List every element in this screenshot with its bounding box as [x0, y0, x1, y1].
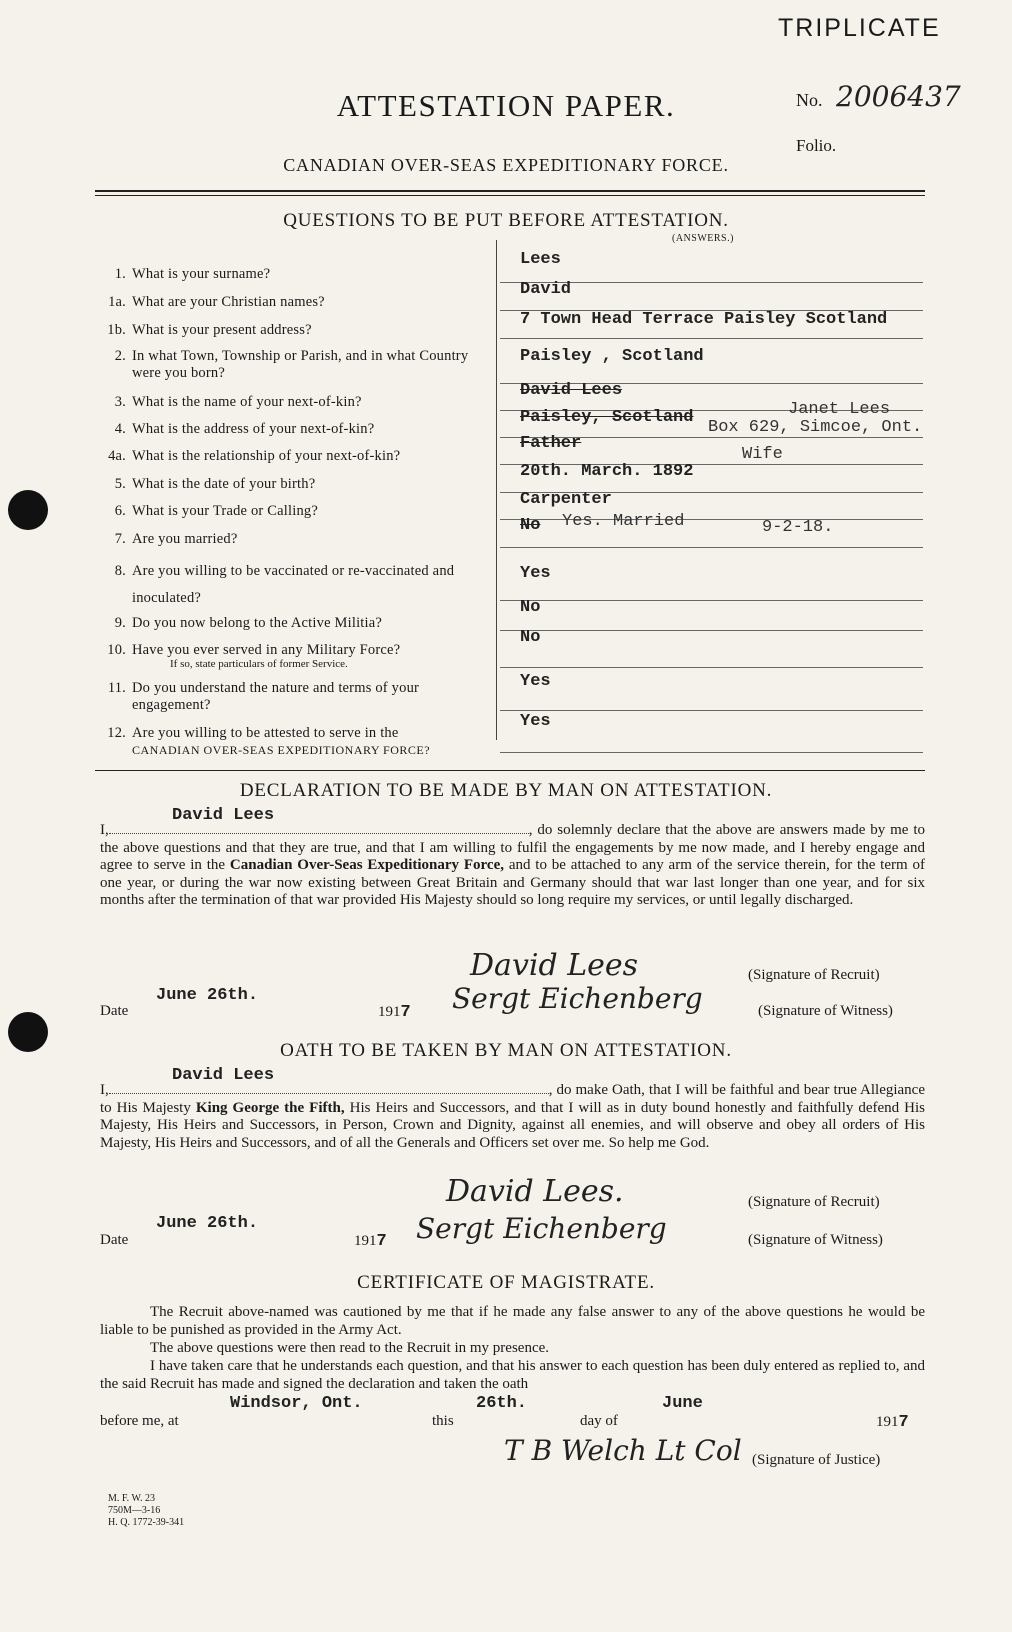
question-1a: 1a. What are your Christian names?: [108, 294, 325, 310]
oath-recruit-signature-label: (Signature of Recruit): [748, 1194, 880, 1210]
answer-next-of-kin: Janet Lees: [788, 400, 891, 419]
question-8: 8. Are you willing to be vaccinated or re-vaccinated and inoculated?: [114, 563, 455, 606]
answer-military-service: No: [520, 628, 541, 647]
oath-recruit-signature: David Lees.: [446, 1174, 624, 1209]
header-rule: [95, 190, 925, 192]
question-5: 5. What is the date of your birth?: [114, 476, 316, 492]
question-4a: 4a. What is the relationship of your next-of-kin?: [108, 448, 401, 464]
certificate-para-3: I have taken care that he understands each question, and that his answer to each question has been duly entered as replied to, and the said Recruit has made and signed the declaration and taken the oath: [100, 1358, 925, 1392]
form-code-line-3: H. Q. 1772-39-341: [108, 1517, 185, 1528]
justice-signature-label: (Signature of Justice): [752, 1452, 881, 1468]
question-7: 7. Are you married?: [114, 531, 238, 547]
answer-kin-address-struck: Paisley, Scotland: [520, 408, 694, 427]
form-code: [108, 1493, 184, 1529]
question-4: 4. What is the address of your next-of-kin?: [114, 421, 375, 437]
declaration-name: David Lees: [172, 806, 275, 825]
declaration-recruit-signature-label: (Signature of Recruit): [748, 967, 880, 983]
answer-line: [500, 710, 923, 711]
oath-witness-signature: Sergt Eichenberg: [416, 1212, 667, 1245]
questions-title: QUESTIONS TO BE PUT BEFORE ATTESTATION.: [283, 210, 729, 231]
answer-relationship: Wife: [742, 445, 783, 464]
answer-surname: Lees: [520, 250, 561, 269]
oath-date-label: Date: [100, 1232, 129, 1248]
question-11: 11. Do you understand the nature and terms of your engagement?: [107, 680, 420, 713]
document-subtitle: CANADIAN OVER-SEAS EXPEDITIONARY FORCE.: [283, 155, 729, 175]
answer-christian-names: David: [520, 280, 572, 299]
question-1: 1. What is your surname?: [114, 266, 271, 282]
answer-birth-date: 20th. March. 1892: [520, 462, 694, 481]
answer-relationship-struck: Father: [520, 434, 582, 453]
declaration-witness-signature: Sergt Eichenberg: [452, 982, 703, 1015]
folio-label: Folio.: [796, 136, 837, 155]
header-rule: [95, 195, 925, 196]
answer-kin-address: Box 629, Simcoe, Ont.: [708, 418, 923, 437]
certificate-month: June: [662, 1394, 703, 1413]
answer-marriage-date: 9-2-18.: [762, 518, 834, 537]
question-12: 12. Are you willing to be attested to serve in the: [107, 725, 399, 741]
answers-divider: [496, 240, 497, 740]
oath-witness-signature-label: (Signature of Witness): [748, 1232, 883, 1248]
declaration-text: I, , do solemnly declare that the above are answers made by me to the above questions and that they are true, and that I am willing to fulfil the engagements by me now made, and I hereby engage and agree to serve in the Canadian Over-Seas Expeditionary Force, and to be attached to any arm of the service therein, for the term of one year, or during the war now existing between Great Britain and Germany should that war last longer than one year, and for six months after the termination of that war provided His Majesty should so long require my services, or until legally discharged.: [100, 822, 925, 908]
answer-married: Yes. Married: [562, 512, 685, 531]
answer-line: [500, 600, 923, 601]
question-12-force: CANADIAN OVER-SEAS EXPEDITIONARY FORCE?: [132, 743, 431, 757]
before-me-label: before me, at: [100, 1413, 179, 1429]
document-title: ATTESTATION PAPER.: [336, 88, 676, 123]
certificate-title: CERTIFICATE OF MAGISTRATE.: [357, 1272, 655, 1293]
section-rule: [95, 770, 925, 771]
copy-label: TRIPLICATE: [778, 14, 941, 42]
declaration-title: DECLARATION TO BE MADE BY MAN ON ATTESTATION.: [239, 780, 773, 801]
regimental-number: 2006437: [836, 80, 961, 113]
oath-year: 1917: [354, 1232, 387, 1251]
question-3: 3. What is the name of your next-of-kin?: [114, 394, 362, 410]
certificate-year: 1917: [876, 1413, 909, 1432]
this-label: this: [432, 1413, 454, 1429]
answer-trade: Carpenter: [520, 490, 612, 509]
answer-married-struck: No: [520, 516, 541, 535]
question-10-note: If so, state particulars of former Service.: [170, 658, 348, 670]
answer-line: [500, 547, 923, 548]
answer-line: [500, 752, 923, 753]
justice-signature: T B Welch Lt Col: [504, 1434, 742, 1467]
number-label: No.: [796, 90, 823, 110]
answer-address: 7 Town Head Terrace Paisley Scotland: [520, 310, 888, 329]
answer-understand-terms: Yes: [520, 672, 551, 691]
declaration-witness-signature-label: (Signature of Witness): [758, 1003, 893, 1019]
certificate-place: Windsor, Ont.: [230, 1394, 363, 1413]
answer-birthplace: Paisley , Scotland: [520, 347, 704, 366]
answer-militia: No: [520, 598, 541, 617]
certificate-day: 26th.: [476, 1394, 528, 1413]
question-6: 6. What is your Trade or Calling?: [114, 503, 319, 519]
certificate-para-1: The Recruit above-named was cautioned by me that if he made any false answer to any of the above questions he would be liable to be punished as provided in the Army Act.: [100, 1304, 925, 1338]
answer-line: [500, 667, 923, 668]
declaration-recruit-signature: David Lees: [470, 948, 639, 983]
oath-name: David Lees: [172, 1066, 275, 1085]
question-10: 10. Have you ever served in any Military Force?: [107, 642, 401, 658]
answers-label: (ANSWERS.): [672, 233, 734, 244]
form-code-line-1: M. F. W. 23: [108, 1493, 155, 1504]
punch-hole: [8, 490, 48, 530]
declaration-date-label: Date: [100, 1003, 129, 1019]
day-of-label: day of: [580, 1413, 618, 1429]
certificate-para-2: The above questions were then read to the Recruit in my presence.: [150, 1340, 550, 1356]
declaration-date: June 26th.: [156, 986, 259, 1005]
form-code-line-2: 750M—3-16: [108, 1505, 161, 1516]
oath-title: OATH TO BE TAKEN BY MAN ON ATTESTATION.: [280, 1040, 732, 1061]
answer-willing-to-serve: Yes: [520, 712, 551, 731]
answer-next-of-kin-struck: David Lees: [520, 381, 623, 400]
declaration-year: 1917: [378, 1003, 411, 1022]
question-1b: 1b. What is your present address?: [107, 322, 312, 338]
answer-line: [500, 630, 923, 631]
oath-date: June 26th.: [156, 1214, 259, 1233]
oath-text: I, , do make Oath, that I will be faithful and bear true Allegiance to His Majesty King George the Fifth, His Heirs and Successors, and that I will as in duty bound honestly and faithfully defend His Majesty, His Heirs and Successors, in Person, Crown and Dignity, against all enemies, and will observe and obey all orders of His Majesty, His Heirs and Successors, and of all the Generals and Officers set over me. So help me God.: [100, 1082, 926, 1151]
question-2: 2. In what Town, Township or Parish, and in what Country were you born?: [114, 348, 469, 381]
question-9: 9. Do you now belong to the Active Militia?: [114, 615, 383, 631]
answer-line: [500, 338, 923, 339]
answer-vaccinated: Yes: [520, 564, 551, 583]
